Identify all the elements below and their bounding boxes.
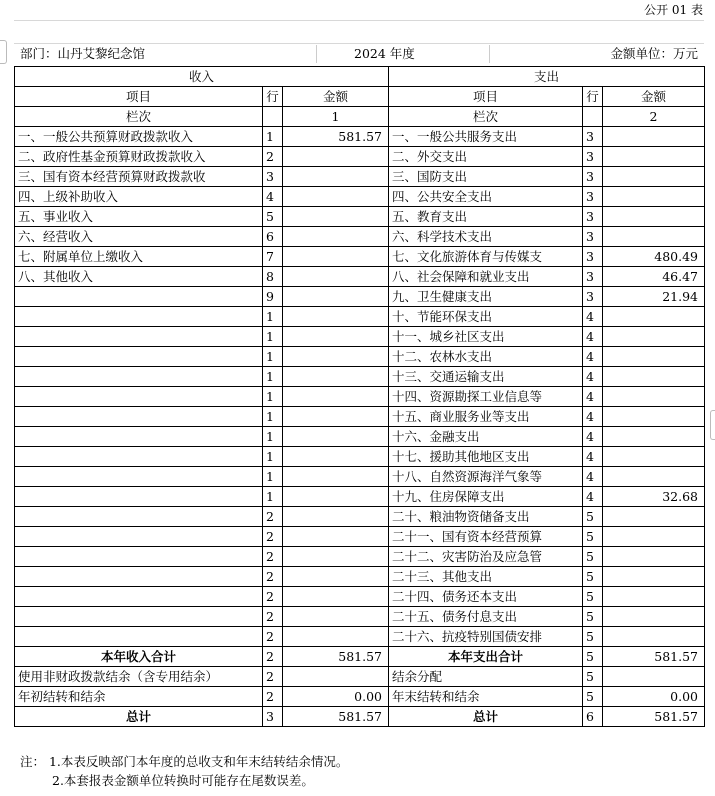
expense-line-cell: 3	[583, 247, 603, 267]
report-header-row	[14, 43, 704, 65]
expense-amount-cell: 480.49	[603, 247, 705, 267]
left-edge-handle[interactable]	[0, 40, 7, 64]
income-line-cell: 1	[263, 467, 283, 487]
income-amount-cell	[283, 467, 389, 487]
income-line-cell: 7	[263, 247, 283, 267]
income-amount-cell	[283, 447, 389, 467]
expense-item-cell: 一、一般公共服务支出	[389, 127, 583, 147]
expense-item-cell: 十四、资源勘探工业信息等	[389, 387, 583, 407]
income-line-header: 行	[263, 87, 283, 107]
income-summary-item: 年初结转和结余	[15, 687, 263, 707]
expense-item-cell: 二十一、国有资本经营预算	[389, 527, 583, 547]
income-item-cell	[15, 607, 263, 627]
expense-amount-cell	[603, 307, 705, 327]
income-amount-cell	[283, 587, 389, 607]
expense-line-cell: 3	[583, 227, 603, 247]
expense-item-cell: 十、节能环保支出	[389, 307, 583, 327]
expense-amount-cell: 46.47	[603, 267, 705, 287]
header-divider	[316, 45, 317, 63]
column-header-row	[15, 87, 705, 107]
expense-amount-cell	[603, 527, 705, 547]
expense-item-cell: 十六、金融支出	[389, 427, 583, 447]
income-amount-cell	[283, 387, 389, 407]
income-item-cell	[15, 587, 263, 607]
income-line-cell: 1	[263, 127, 283, 147]
expense-section-header: 支出	[389, 67, 705, 87]
table-row	[15, 167, 705, 187]
expense-item-header: 项目	[389, 87, 583, 107]
income-line-cell: 6	[263, 227, 283, 247]
income-amount-cell	[283, 407, 389, 427]
table-row	[15, 287, 705, 307]
table-row	[15, 547, 705, 567]
income-line-cell: 4	[263, 187, 283, 207]
expense-line-cell: 5	[583, 567, 603, 587]
table-row	[15, 467, 705, 487]
expense-item-cell: 六、科学技术支出	[389, 227, 583, 247]
expense-summary-amount: 581.57	[603, 707, 705, 727]
table-row	[15, 447, 705, 467]
income-summary-line: 2	[263, 667, 283, 687]
report-year: 2024 年度	[354, 46, 415, 61]
expense-amount-cell	[603, 467, 705, 487]
summary-row	[15, 647, 705, 667]
expense-amount-cell	[603, 327, 705, 347]
table-row	[15, 527, 705, 547]
income-item-cell	[15, 367, 263, 387]
income-amount-cell	[283, 607, 389, 627]
expense-line-cell: 3	[583, 287, 603, 307]
table-row	[15, 507, 705, 527]
income-line-cell: 1	[263, 387, 283, 407]
income-summary-line: 3	[263, 707, 283, 727]
income-summary-line: 2	[263, 647, 283, 667]
income-amount-cell	[283, 247, 389, 267]
expense-summary-amount: 581.57	[603, 647, 705, 667]
expense-line-cell: 4	[583, 307, 603, 327]
expense-col-number: 2	[603, 107, 705, 127]
income-amount-cell	[283, 207, 389, 227]
expense-summary-line: 5	[583, 647, 603, 667]
expense-summary-amount: 0.00	[603, 687, 705, 707]
summary-row	[15, 667, 705, 687]
expense-amount-cell	[603, 507, 705, 527]
income-line-cell: 2	[263, 507, 283, 527]
expense-line-cell: 4	[583, 447, 603, 467]
expense-item-cell: 七、文化旅游体育与传媒支	[389, 247, 583, 267]
expense-item-cell: 十一、城乡社区支出	[389, 327, 583, 347]
income-amount-cell	[283, 427, 389, 447]
expense-item-cell: 十二、农林水支出	[389, 347, 583, 367]
income-amount-cell	[283, 627, 389, 647]
expense-item-cell: 二十、粮油物资储备支出	[389, 507, 583, 527]
income-line-cell: 1	[263, 327, 283, 347]
income-amount-cell	[283, 187, 389, 207]
expense-line-cell: 4	[583, 487, 603, 507]
income-item-cell: 三、国有资本经营预算财政拨款收	[15, 167, 263, 187]
expense-line-cell: 4	[583, 467, 603, 487]
income-summary-amount: 581.57	[283, 707, 389, 727]
income-amount-cell	[283, 507, 389, 527]
income-amount-cell	[283, 487, 389, 507]
income-amount-cell	[283, 167, 389, 187]
income-item-cell: 五、事业收入	[15, 207, 263, 227]
table-row	[15, 607, 705, 627]
expense-amount-cell	[603, 227, 705, 247]
income-line-cell: 1	[263, 427, 283, 447]
header-divider	[489, 45, 490, 63]
expense-line-cell: 3	[583, 147, 603, 167]
income-item-cell: 七、附属单位上缴收入	[15, 247, 263, 267]
expense-item-cell: 十三、交通运输支出	[389, 367, 583, 387]
income-item-cell	[15, 307, 263, 327]
expense-amount-cell	[603, 187, 705, 207]
expense-col-index-label: 栏次	[389, 107, 583, 127]
income-line-cell: 2	[263, 587, 283, 607]
income-summary-amount: 0.00	[283, 687, 389, 707]
income-line-cell: 1	[263, 347, 283, 367]
expense-item-cell: 二十五、债务付息支出	[389, 607, 583, 627]
income-summary-amount	[283, 667, 389, 687]
table-row	[15, 367, 705, 387]
expense-amount-cell	[603, 347, 705, 367]
income-item-cell	[15, 527, 263, 547]
income-line-cell: 1	[263, 487, 283, 507]
income-line-cell: 1	[263, 447, 283, 467]
income-amount-cell	[283, 287, 389, 307]
expense-amount-cell	[603, 407, 705, 427]
expense-amount-cell	[603, 207, 705, 227]
income-line-cell: 2	[263, 627, 283, 647]
expense-summary-line: 5	[583, 687, 603, 707]
note-1: 注： 1.本表反映部门本年度的总收支和年末结转结余情况。	[20, 754, 349, 769]
table-row	[15, 127, 705, 147]
table-row	[15, 407, 705, 427]
income-section-header: 收入	[15, 67, 389, 87]
income-line-cell: 3	[263, 167, 283, 187]
summary-row	[15, 687, 705, 707]
expense-line-cell: 5	[583, 547, 603, 567]
expense-item-cell: 十七、援助其他地区支出	[389, 447, 583, 467]
expense-item-cell: 三、国防支出	[389, 167, 583, 187]
table-row	[15, 387, 705, 407]
table-row	[15, 187, 705, 207]
note-2: 2.本套报表金额单位转换时可能存在尾数误差。	[52, 773, 314, 788]
table-row	[15, 267, 705, 287]
income-summary-amount: 581.57	[283, 647, 389, 667]
expense-item-cell: 五、教育支出	[389, 207, 583, 227]
right-edge-handle[interactable]	[710, 410, 715, 440]
expense-col-index-line	[583, 107, 603, 127]
expense-item-cell: 二十六、抗疫特别国债安排	[389, 627, 583, 647]
income-item-cell: 一、一般公共预算财政拨款收入	[15, 127, 263, 147]
expense-line-cell: 4	[583, 347, 603, 367]
department-label: 部门：山丹艾黎纪念馆	[20, 46, 146, 61]
income-col-index-label: 栏次	[15, 107, 263, 127]
expense-item-cell: 二十三、其他支出	[389, 567, 583, 587]
expense-line-cell: 4	[583, 427, 603, 447]
income-item-cell: 八、其他收入	[15, 267, 263, 287]
expense-line-cell: 3	[583, 267, 603, 287]
income-item-cell	[15, 487, 263, 507]
summary-row	[15, 707, 705, 727]
income-summary-item: 总计	[15, 707, 263, 727]
expense-summary-line: 5	[583, 667, 603, 687]
income-amount-cell	[283, 267, 389, 287]
expense-summary-item: 年末结转和结余	[389, 687, 583, 707]
income-amount-cell	[283, 347, 389, 367]
expense-amount-cell	[603, 127, 705, 147]
income-line-cell: 1	[263, 407, 283, 427]
income-line-cell: 2	[263, 567, 283, 587]
expense-line-cell: 4	[583, 387, 603, 407]
income-line-cell: 5	[263, 207, 283, 227]
income-item-cell	[15, 407, 263, 427]
expense-amount-cell	[603, 567, 705, 587]
expense-line-cell: 5	[583, 507, 603, 527]
income-amount-cell	[283, 147, 389, 167]
column-index-row	[15, 107, 705, 127]
expense-summary-amount	[603, 667, 705, 687]
income-amount-header: 金额	[283, 87, 389, 107]
income-amount-cell	[283, 367, 389, 387]
income-item-cell	[15, 547, 263, 567]
income-item-header: 项目	[15, 87, 263, 107]
expense-line-cell: 4	[583, 407, 603, 427]
table-row	[15, 147, 705, 167]
income-line-cell: 2	[263, 607, 283, 627]
expense-line-cell: 4	[583, 327, 603, 347]
table-row	[15, 427, 705, 447]
income-amount-cell	[283, 307, 389, 327]
table-row	[15, 207, 705, 227]
income-expense-table	[14, 66, 705, 727]
table-row	[15, 627, 705, 647]
expense-item-cell: 十九、住房保障支出	[389, 487, 583, 507]
table-row	[15, 227, 705, 247]
expense-summary-item: 总计	[389, 707, 583, 727]
expense-item-cell: 十八、自然资源海洋气象等	[389, 467, 583, 487]
table-row	[15, 327, 705, 347]
expense-line-cell: 5	[583, 607, 603, 627]
expense-line-cell: 5	[583, 587, 603, 607]
income-col-index-line	[263, 107, 283, 127]
income-line-cell: 2	[263, 527, 283, 547]
income-summary-line: 2	[263, 687, 283, 707]
income-item-cell	[15, 507, 263, 527]
expense-line-cell: 5	[583, 527, 603, 547]
expense-amount-cell	[603, 427, 705, 447]
expense-amount-cell: 32.68	[603, 487, 705, 507]
income-line-cell: 2	[263, 147, 283, 167]
income-line-cell: 8	[263, 267, 283, 287]
expense-amount-cell	[603, 147, 705, 167]
income-summary-item: 本年收入合计	[15, 647, 263, 667]
notes	[20, 752, 348, 790]
table-row	[15, 247, 705, 267]
income-item-cell	[15, 347, 263, 367]
income-item-cell	[15, 447, 263, 467]
amount-unit: 金额单位：万元	[610, 46, 698, 61]
expense-line-cell: 3	[583, 207, 603, 227]
expense-line-header: 行	[583, 87, 603, 107]
income-item-cell	[15, 567, 263, 587]
income-item-cell	[15, 287, 263, 307]
income-line-cell: 1	[263, 307, 283, 327]
table-row	[15, 567, 705, 587]
income-col-number: 1	[283, 107, 389, 127]
income-item-cell	[15, 467, 263, 487]
expense-amount-cell	[603, 387, 705, 407]
expense-summary-item: 结余分配	[389, 667, 583, 687]
expense-amount-cell	[603, 447, 705, 467]
section-header-row	[15, 67, 705, 87]
income-amount-cell	[283, 527, 389, 547]
income-item-cell: 四、上级补助收入	[15, 187, 263, 207]
expense-line-cell: 3	[583, 167, 603, 187]
form-code: 公开 01 表	[644, 3, 703, 17]
expense-amount-header: 金额	[603, 87, 705, 107]
expense-amount-cell	[603, 367, 705, 387]
expense-amount-cell	[603, 607, 705, 627]
expense-summary-item: 本年支出合计	[389, 647, 583, 667]
income-amount-cell: 581.57	[283, 127, 389, 147]
income-item-cell	[15, 327, 263, 347]
income-item-cell: 二、政府性基金预算财政拨款收入	[15, 147, 263, 167]
table-row	[15, 307, 705, 327]
income-amount-cell	[283, 327, 389, 347]
expense-line-cell: 5	[583, 627, 603, 647]
expense-item-cell: 四、公共安全支出	[389, 187, 583, 207]
expense-item-cell: 二十四、债务还本支出	[389, 587, 583, 607]
income-line-cell: 9	[263, 287, 283, 307]
income-amount-cell	[283, 547, 389, 567]
table-row	[15, 587, 705, 607]
expense-line-cell: 3	[583, 127, 603, 147]
expense-line-cell: 4	[583, 367, 603, 387]
expense-amount-cell: 21.94	[603, 287, 705, 307]
expense-item-cell: 二十二、灾害防治及应急管	[389, 547, 583, 567]
expense-amount-cell	[603, 167, 705, 187]
sheet-top-border	[14, 20, 704, 21]
expense-amount-cell	[603, 547, 705, 567]
table-row	[15, 347, 705, 367]
expense-item-cell: 十五、商业服务业等支出	[389, 407, 583, 427]
income-item-cell	[15, 627, 263, 647]
income-item-cell	[15, 387, 263, 407]
income-amount-cell	[283, 567, 389, 587]
expense-line-cell: 3	[583, 187, 603, 207]
income-amount-cell	[283, 227, 389, 247]
expense-amount-cell	[603, 587, 705, 607]
income-line-cell: 1	[263, 367, 283, 387]
expense-summary-line: 6	[583, 707, 603, 727]
expense-item-cell: 二、外交支出	[389, 147, 583, 167]
table-row	[15, 487, 705, 507]
expense-item-cell: 九、卫生健康支出	[389, 287, 583, 307]
income-summary-item: 使用非财政拨款结余（含专用结余）	[15, 667, 263, 687]
income-item-cell: 六、经营收入	[15, 227, 263, 247]
income-item-cell	[15, 427, 263, 447]
income-line-cell: 2	[263, 547, 283, 567]
expense-amount-cell	[603, 627, 705, 647]
expense-item-cell: 八、社会保障和就业支出	[389, 267, 583, 287]
